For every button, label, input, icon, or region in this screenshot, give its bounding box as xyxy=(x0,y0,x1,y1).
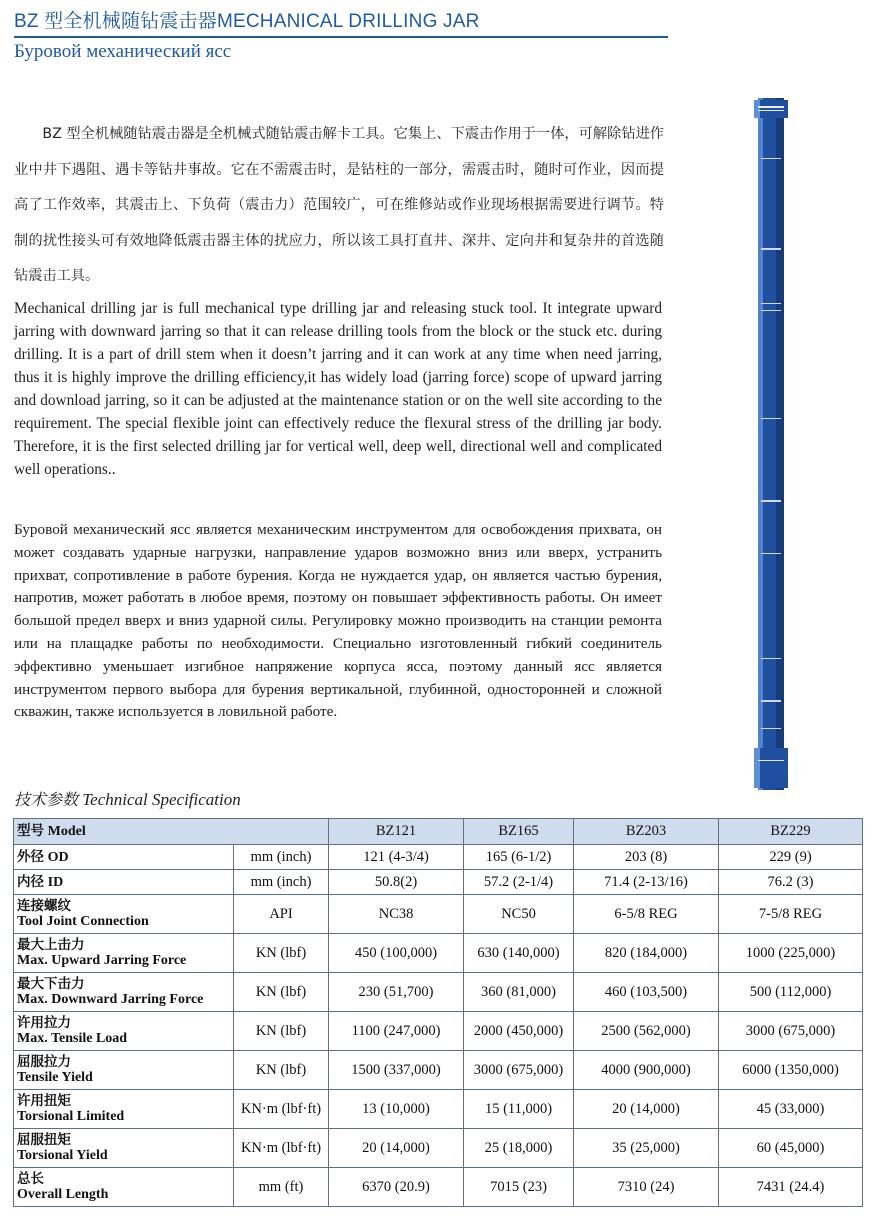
spec-title-en: Technical Specification xyxy=(82,790,241,809)
row-label-cn: 许用拉力 xyxy=(17,1015,71,1031)
table-row xyxy=(14,1129,863,1168)
row-unit: KN (lbf) xyxy=(234,1051,329,1090)
row-label-cn: 外径 xyxy=(17,848,44,865)
row-label-en: Tool Joint Connection xyxy=(17,914,149,929)
model-bz121: BZ121 xyxy=(329,819,464,845)
table-cell: 500 (112,000) xyxy=(719,973,863,1012)
title-divider xyxy=(14,36,668,38)
model-bz165: BZ165 xyxy=(464,819,574,845)
table-cell: 230 (51,700) xyxy=(329,973,464,1012)
table-row xyxy=(14,870,863,895)
table-cell: 25 (18,000) xyxy=(464,1129,574,1168)
table-cell: 1000 (225,000) xyxy=(719,934,863,973)
row-unit: KN·m (lbf·ft) xyxy=(234,1090,329,1129)
model-bz203: BZ203 xyxy=(574,819,719,845)
table-cell: 20 (14,000) xyxy=(329,1129,464,1168)
row-label-en: ID xyxy=(47,874,64,890)
table-cell: 3000 (675,000) xyxy=(464,1051,574,1090)
page-subtitle-russian: Буровой механический ясс xyxy=(14,41,232,62)
table-cell: 3000 (675,000) xyxy=(719,1012,863,1051)
table-cell: 1500 (337,000) xyxy=(329,1051,464,1090)
row-label-en: Max. Downward Jarring Force xyxy=(17,992,204,1007)
table-cell: 2000 (450,000) xyxy=(464,1012,574,1051)
model-bz229: BZ229 xyxy=(719,819,863,845)
table-row xyxy=(14,934,863,973)
row-label-cn: 内径 xyxy=(17,873,44,890)
table-row xyxy=(14,1012,863,1051)
table-cell: 820 (184,000) xyxy=(574,934,719,973)
table-cell: 35 (25,000) xyxy=(574,1129,719,1168)
row-label-en: Overall Length xyxy=(17,1187,109,1202)
table-row xyxy=(14,895,863,934)
model-header xyxy=(14,819,329,845)
table-cell: 7310 (24) xyxy=(574,1168,719,1207)
table-row xyxy=(14,1051,863,1090)
table-cell: 4000 (900,000) xyxy=(574,1051,719,1090)
table-cell: 6-5/8 REG xyxy=(574,895,719,934)
row-label xyxy=(14,1012,234,1051)
row-label-en: Max. Tensile Load xyxy=(17,1031,128,1046)
row-label-cn: 连接螺纹 xyxy=(17,898,71,914)
row-label xyxy=(14,845,234,870)
row-label xyxy=(14,934,234,973)
table-row xyxy=(14,1168,863,1207)
table-cell: 630 (140,000) xyxy=(464,934,574,973)
table-cell: 71.4 (2-13/16) xyxy=(574,870,719,895)
model-header-cn: 型号 xyxy=(17,823,44,839)
row-label-en: OD xyxy=(47,849,69,865)
row-unit: KN (lbf) xyxy=(234,934,329,973)
table-cell: 165 (6-1/2) xyxy=(464,845,574,870)
table-cell: 60 (45,000) xyxy=(719,1129,863,1168)
model-header-en: Model xyxy=(47,824,86,839)
table-cell: 57.2 (2-1/4) xyxy=(464,870,574,895)
table-cell: 13 (10,000) xyxy=(329,1090,464,1129)
row-label-cn: 屈服扭矩 xyxy=(17,1132,71,1148)
row-label xyxy=(14,1090,234,1129)
table-row xyxy=(14,973,863,1012)
table-row xyxy=(14,1090,863,1129)
row-label-cn: 屈服拉力 xyxy=(17,1054,71,1070)
row-unit: mm (inch) xyxy=(234,845,329,870)
spec-table xyxy=(13,818,863,1207)
row-label xyxy=(14,870,234,895)
table-cell: 360 (81,000) xyxy=(464,973,574,1012)
row-unit: KN (lbf) xyxy=(234,973,329,1012)
table-cell: 229 (9) xyxy=(719,845,863,870)
table-cell: 7-5/8 REG xyxy=(719,895,863,934)
row-label-cn: 许用扭矩 xyxy=(17,1093,71,1109)
table-cell: 6370 (20.9) xyxy=(329,1168,464,1207)
spec-title xyxy=(14,787,241,810)
row-unit: mm (ft) xyxy=(234,1168,329,1207)
spec-header-row xyxy=(14,819,863,845)
table-cell: 6000 (1350,000) xyxy=(719,1051,863,1090)
row-label xyxy=(14,973,234,1012)
intro-chinese: BZ 型全机械随钻震击器是全机械式随钻震击解卡工具。它集上、下震击作用于一体，可解除钻进作业中井下遇阻、遇卡等钻井事故。它在不需震击时，是钻柱的一部分，需震击时，随时可作业，因而提高了工作效率，其震击上、下负荷（震击力）范围较广，可在维修站或作业现场根据需要进行调节。特制的扰性接头可有效地降低震击器主体的扰应力，所以该工具打直井、深井、定向井和复杂井的首选随钻震击工具。 xyxy=(14,126,664,284)
table-cell: 45 (33,000) xyxy=(719,1090,863,1129)
row-label-en: Tensile Yield xyxy=(17,1070,93,1085)
table-cell: NC38 xyxy=(329,895,464,934)
row-unit: mm (inch) xyxy=(234,870,329,895)
spec-title-cn: 技术参数 xyxy=(14,790,79,809)
row-label xyxy=(14,1129,234,1168)
drilling-jar-image xyxy=(730,98,800,790)
row-label xyxy=(14,895,234,934)
row-label-en: Max. Upward Jarring Force xyxy=(17,953,187,968)
table-cell: 15 (11,000) xyxy=(464,1090,574,1129)
row-label-en: Torsional Yield xyxy=(17,1148,108,1163)
table-cell: 1100 (247,000) xyxy=(329,1012,464,1051)
intro-english: Mechanical drilling jar is full mechanical type drilling jar and releasing stuck tool. It integrate upward jarring with downward jarring so that it can release drilling tools from the block or the stuck etc. during drilling. It is a part of drill stem when it doesn’t jarring and it can work at any time when need jarring, thus it is highly improve the drilling efficiency,it has widely load (jarring force) scope of upward jarring and download jarring, so it can be adjusted at the maintenance station or on the well site according to the requirement. The special flexible joint can effectively reduce the flexural stress of the drilling jar body. Therefore, it is the first selected drilling jar for vertical well, deep well, directional well and complicated well operations.. xyxy=(14,300,662,478)
row-label xyxy=(14,1168,234,1207)
table-cell: 450 (100,000) xyxy=(329,934,464,973)
table-cell: 121 (4-3/4) xyxy=(329,845,464,870)
row-unit: API xyxy=(234,895,329,934)
table-cell: 7015 (23) xyxy=(464,1168,574,1207)
table-cell: 7431 (24.4) xyxy=(719,1168,863,1207)
row-label-cn: 总长 xyxy=(17,1171,44,1187)
table-cell: 76.2 (3) xyxy=(719,870,863,895)
row-label xyxy=(14,1051,234,1090)
intro-russian: Буровой механический ясс является механическим инструментом для освобождения прихвата, он может создавать ударные нагрузки, направление ударов возможно вниз или вверх, устранить прихват, сопротивление в работе бурения. Когда не нуждается удар, он является частью бурения, напротив, может работать в любое время, поэтому он повышает эффективность работы. Он имеет большой предел вверх и вниз ударной силы. Регулировку можно производить на станции ремонта или на плащадке работы по необходимости. Специально изготовленный гибкий соединитель эффективно уменьшает изгибное напряжение корпуса ясса, поэтому данный ясс является инструментом первого выбора для бурения вертикальной, глубинной, односторонней и сложной скважин, также используется в ловильной работе. xyxy=(14,521,662,721)
row-label-en: Torsional Limited xyxy=(17,1109,125,1124)
table-cell: 2500 (562,000) xyxy=(574,1012,719,1051)
table-cell: 460 (103,500) xyxy=(574,973,719,1012)
table-cell: 50.8(2) xyxy=(329,870,464,895)
row-label-cn: 最大下击力 xyxy=(17,976,85,992)
row-unit: KN·m (lbf·ft) xyxy=(234,1129,329,1168)
page-title: BZ 型全机械随钻震击器MECHANICAL DRILLING JAR xyxy=(14,11,480,32)
table-cell: NC50 xyxy=(464,895,574,934)
table-cell: 203 (8) xyxy=(574,845,719,870)
row-unit: KN (lbf) xyxy=(234,1012,329,1051)
row-label-cn: 最大上击力 xyxy=(17,937,85,953)
table-row xyxy=(14,845,863,870)
table-cell: 20 (14,000) xyxy=(574,1090,719,1129)
